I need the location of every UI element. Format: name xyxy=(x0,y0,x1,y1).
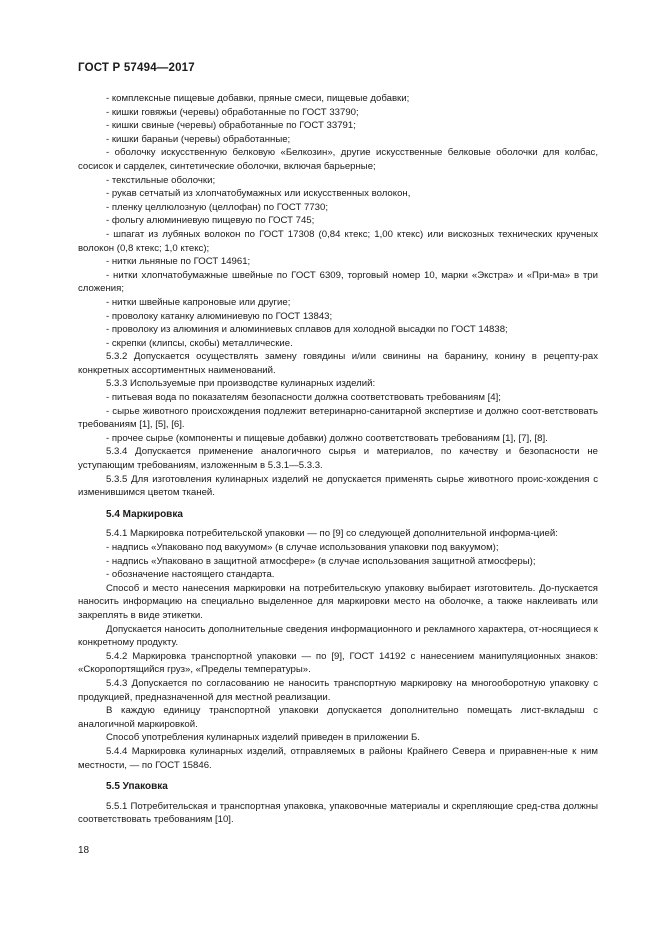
document-body xyxy=(78,92,598,827)
section-heading-5-4: 5.4 Маркировка xyxy=(106,508,183,520)
list-item: - пленку целлюлозную (целлофан) по ГОСТ 7730; xyxy=(106,201,329,213)
materials-list xyxy=(78,92,598,350)
list-item: - прочее сырье (компоненты и пищевые добавки) должно соответствовать требованиям [1], [7], [8]. xyxy=(106,432,548,444)
clause-5-4-4: 5.4.4 Маркировка кулинарных изделий, отправляемых в районы Крайнего Севера и приравнен-ные к ним местности, — по ГОСТ 15846. xyxy=(78,745,598,771)
clause-5-5-1: 5.5.1 Потребительская и транспортная упаковка, упаковочные материалы и скрепляющие сред-ства должны соответствовать требованиям [10]. xyxy=(78,800,598,826)
clause-5-4-3: 5.4.3 Допускается по согласованию не наносить транспортную маркировку на многооборотную упаковку с продукцией, предназначенной для местной реализации. xyxy=(78,677,598,703)
paragraph: Способ употребления кулинарных изделий приведен в приложении Б. xyxy=(106,732,420,744)
list-item: - надпись «Упаковано под вакуумом» (в случае использования упаковки под вакуумом); xyxy=(106,542,499,553)
requirements-list xyxy=(78,391,598,445)
list-item: - комплексные пищевые добавки, пряные смеси, пищевые добавки; xyxy=(106,93,410,104)
page-number: 18 xyxy=(78,845,90,856)
list-item: - оболочку искусственную белковую «Белкозин», другие искусственные белковые оболочки для колбас, сосисок и сарделек, синтетические оболочки, включая барьерные; xyxy=(78,147,598,172)
paragraph: Допускается наносить дополнительные сведения информационного и рекламного характера, от-носящиеся к конкретному продукту. xyxy=(78,623,598,649)
list-item: - надпись «Упаковано в защитной атмосфере» (в случае использования защитной атмосферы); xyxy=(106,555,536,567)
list-item: - кишки говяжьи (черевы) обработанные по ГОСТ 33790; xyxy=(106,106,359,118)
list-item: - нитки хлопчатобумажные швейные по ГОСТ 6309, торговый номер 10, марки «Экстра» и «При-ма» в три сложения; xyxy=(78,269,598,295)
clause-5-4-1: 5.4.1 Маркировка потребительской упаковки — по [9] со следующей дополнительной информа-цией: xyxy=(106,528,558,540)
list-item: - фольгу алюминиевую пищевую по ГОСТ 745; xyxy=(106,215,315,227)
clause-5-3-5: 5.3.5 Для изготовления кулинарных изделий не допускается применять сырье животного проис-хождения с изменившимся цветом тканей. xyxy=(78,473,598,499)
list-item: - текстильные оболочки; xyxy=(106,174,216,186)
document-header: ГОСТ Р 57494—2017 xyxy=(78,62,195,74)
clause-5-4-2: 5.4.2 Маркировка транспортной упаковки — по [9], ГОСТ 14192 с нанесением манипуляционных знаков: «Скоропортящийся груз», «Пределы температуры». xyxy=(78,650,598,676)
list-item: - обозначение настоящего стандарта. xyxy=(106,569,275,581)
list-item: - скрепки (клипсы, скобы) металлические. xyxy=(106,337,293,349)
paragraph: Способ и место нанесения маркировки на потребительскую упаковку выбирает изготовитель. До-пускается наносить информацию на специально выделенное для маркировки место на оболочке, а также наклеивать или закреплять в виде этикетки. xyxy=(78,582,598,621)
section-heading-5-5: 5.5 Упаковка xyxy=(106,781,168,793)
list-item: - рукав сетчатый из хлопчатобумажных или искусственных волокон, xyxy=(106,188,411,200)
clause-5-3-3: 5.3.3 Используемые при производстве кулинарных изделий: xyxy=(106,378,376,390)
list-item: - кишки бараньи (черевы) обработанные; xyxy=(106,133,291,145)
list-item: - кишки свиные (черевы) обработанные по ГОСТ 33791; xyxy=(106,120,356,132)
list-item: - проволоку катанку алюминиевую по ГОСТ 13843; xyxy=(106,310,333,322)
labeling-list xyxy=(78,541,598,582)
paragraph: В каждую единицу транспортной упаковки допускается дополнительно помещать лист-вкладыш с аналогичной маркировкой. xyxy=(78,705,598,730)
list-item: - нитки швейные капроновые или другие; xyxy=(106,296,291,308)
list-item: - сырье животного происхождения подлежит ветеринарно-санитарной экспертизе и должно соот-ветствовать требованиям [1], [5], [6]. xyxy=(78,405,598,431)
clause-5-3-4: 5.3.4 Допускается применение аналогичного сырья и материалов, по качеству и безопасности не уступающим требованиям, изложенным в 5.3.1—5.3.3. xyxy=(78,446,598,472)
list-item: - проволоку из алюминия и алюминиевых сплавов для холодной высадки по ГОСТ 14838; xyxy=(106,324,508,336)
clause-5-3-2: 5.3.2 Допускается осуществлять замену говядины и/или свинины на баранину, конину в рецепту-рах конкретных ассортиментных наименований. xyxy=(78,351,598,376)
list-item: - нитки льняные по ГОСТ 14961; xyxy=(106,256,251,268)
list-item: - шпагат из лубяных волокон по ГОСТ 17308 (0,84 ктекс; 1,00 ктекс) или вискозных технических крученых волокон (0,8 ктекс; 1,0 ктекс); xyxy=(78,228,598,254)
list-item: - питьевая вода по показателям безопасности должна соответствовать требованиям [4]; xyxy=(106,392,501,404)
